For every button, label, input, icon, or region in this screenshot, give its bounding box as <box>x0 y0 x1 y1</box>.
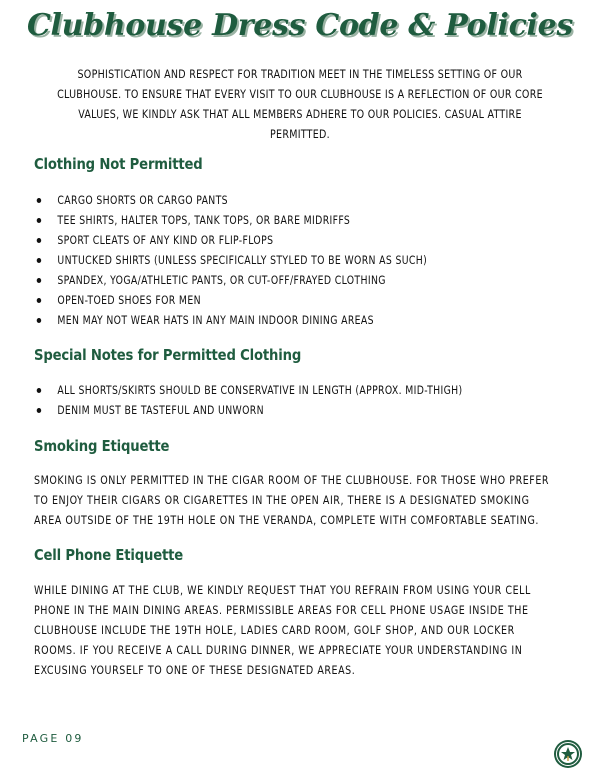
list-item: MEN MAY NOT WEAR HATS IN ANY MAIN INDOOR DINING AREAS <box>34 310 427 330</box>
heading-smoking-etiquette: Smoking Etiquette <box>34 437 170 455</box>
page-number: PAGE 09 <box>22 732 84 745</box>
page-title: Clubhouse Dress Code & Policies <box>26 8 574 43</box>
club-logo-icon <box>553 739 583 769</box>
list-item: TEE SHIRTS, HALTER TOPS, TANK TOPS, OR BARE MIDRIFFS <box>34 210 427 230</box>
heading-cell-phone-etiquette: Cell Phone Etiquette <box>34 546 184 564</box>
special-notes-list <box>34 380 510 420</box>
heading-clothing-not-permitted: Clothing Not Permitted <box>34 155 203 173</box>
intro-paragraph: SOPHISTICATION AND RESPECT FOR TRADITION MEET IN THE TIMELESS SETTING OF OUR CLUBHOUSE. TO ENSURE THAT EVERY VISIT TO OUR CLUBHOUSE IS A REFLECTION OF OUR CORE VALUES, WE KINDLY ASK THAT ALL MEMBERS ADHERE TO OUR POLICIES. CASUAL ATTIRE PERMITTED. <box>57 67 543 141</box>
cell-phone-paragraph: WHILE DINING AT THE CLUB, WE KINDLY REQUEST THAT YOU REFRAIN FROM USING YOUR CELL PHONE IN THE MAIN DINING AREAS. PERMISSIBLE AREAS FOR CELL PHONE USAGE INSIDE THE CLUBHOUSE INCLUDE THE 19TH HOLE, LADIES CARD ROOM, GOLF SHOP, AND OUR LOCKER ROOMS. IF YOU RECEIVE A CALL DURING DINNER, WE APPRECIATE YOUR UNDERSTANDING IN EXCUSING YOURSELF TO ONE OF THESE DESIGNATED AREAS. <box>34 583 531 677</box>
list-item: SPORT CLEATS OF ANY KIND OR FLIP-FLOPS <box>34 230 427 250</box>
list-item: ALL SHORTS/SKIRTS SHOULD BE CONSERVATIVE IN LENGTH (APPROX. MID-THIGH) <box>34 380 463 400</box>
heading-special-notes: Special Notes for Permitted Clothing <box>34 346 302 364</box>
list-item: OPEN-TOED SHOES FOR MEN <box>34 290 427 310</box>
list-item: DENIM MUST BE TASTEFUL AND UNWORN <box>34 400 463 420</box>
list-item: CARGO SHORTS OR CARGO PANTS <box>34 190 427 210</box>
clothing-not-permitted-list <box>34 190 471 330</box>
list-item: SPANDEX, YOGA/ATHLETIC PANTS, OR CUT-OFF/FRAYED CLOTHING <box>34 270 427 290</box>
smoking-paragraph: SMOKING IS ONLY PERMITTED IN THE CIGAR ROOM OF THE CLUBHOUSE. FOR THOSE WHO PREFER TO ENJOY THEIR CIGARS OR CIGARETTES IN THE OPEN AIR, THERE IS A DESIGNATED SMOKING AREA OUTSIDE OF THE 19TH HOLE ON THE VERANDA, COMPLETE WITH COMFORTABLE SEATING. <box>34 473 550 527</box>
list-item: UNTUCKED SHIRTS (UNLESS SPECIFICALLY STYLED TO BE WORN AS SUCH) <box>34 250 427 270</box>
